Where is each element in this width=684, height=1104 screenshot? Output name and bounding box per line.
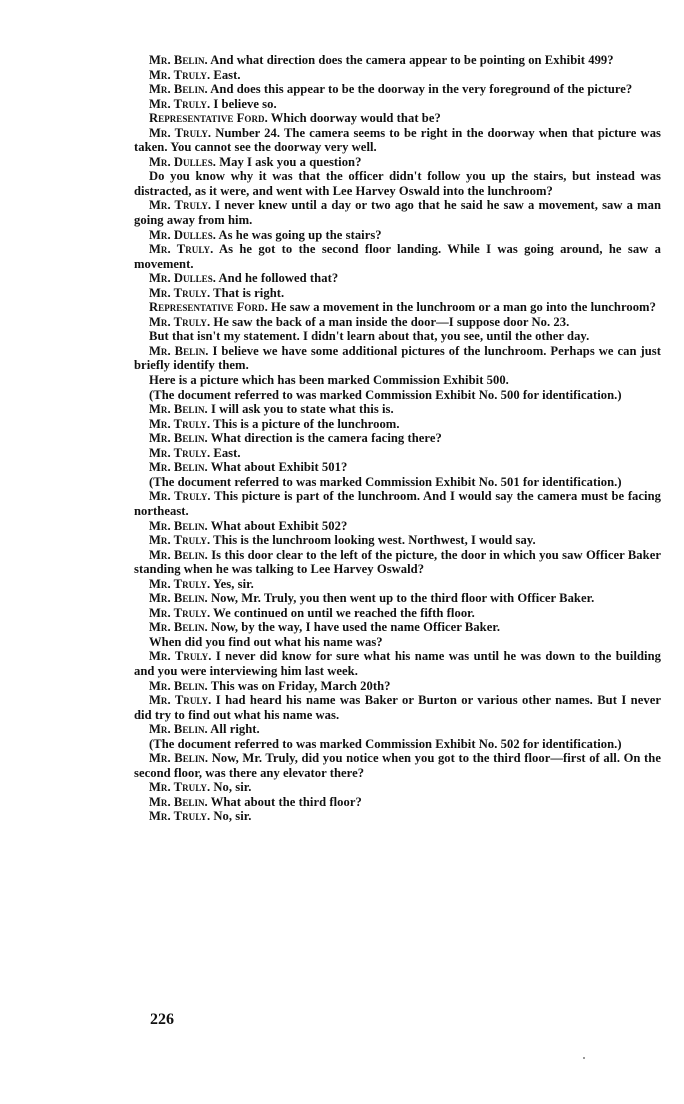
transcript-paragraph: [134, 722, 661, 737]
transcript-paragraph: [134, 577, 661, 592]
scan-speck: [583, 1057, 585, 1059]
speech-text: When did you find out what his name was?: [149, 634, 383, 649]
transcript-paragraph: [134, 620, 661, 635]
transcript-paragraph: [134, 155, 661, 170]
speech-text: We continued on until we reached the fifth floor.: [213, 605, 475, 620]
speaker-name: Mr. Truly.: [149, 809, 211, 824]
speech-text: May I ask you a question?: [219, 154, 362, 169]
transcript-paragraph: [134, 780, 661, 795]
speaker-name: Mr. Belin.: [149, 722, 208, 737]
transcript-paragraph: [134, 519, 661, 534]
speaker-name: Representative Ford.: [149, 300, 268, 315]
speech-text: (The document referred to was marked Commission Exhibit No. 501 for identification.): [149, 474, 622, 489]
speaker-name: Representative Ford.: [149, 111, 268, 126]
speaker-name: Mr. Truly.: [149, 489, 211, 504]
speech-text: That is right.: [213, 285, 285, 300]
speaker-name: Mr. Truly.: [149, 314, 211, 329]
transcript-body: [134, 53, 661, 824]
speaker-name: Mr. Truly.: [149, 649, 212, 664]
speaker-name: Mr. Belin.: [149, 751, 209, 766]
transcript-paragraph: [134, 475, 661, 490]
speaker-name: Mr. Dulles.: [149, 227, 216, 242]
transcript-paragraph: [134, 271, 661, 286]
transcript-paragraph: [134, 97, 661, 112]
transcript-paragraph: [134, 431, 661, 446]
speaker-name: Mr. Belin.: [149, 678, 208, 693]
speech-text: What direction is the camera facing there?: [210, 431, 442, 446]
transcript-paragraph: [134, 198, 661, 227]
speech-text: No, sir.: [213, 809, 252, 824]
transcript-paragraph: [134, 606, 661, 621]
speaker-name: Mr. Truly.: [149, 242, 214, 257]
speech-text: Which doorway would that be?: [270, 111, 441, 126]
speech-text: Yes, sir.: [212, 576, 254, 591]
speaker-name: Mr. Belin.: [149, 460, 208, 475]
speech-text: This is a picture of the lunchroom.: [213, 416, 400, 431]
speech-text: Number 24. The camera seems to be right in the doorway when that picture was taken. You cannot see the doorway very well.: [134, 125, 661, 155]
speaker-name: Mr. Truly.: [149, 605, 211, 620]
speaker-name: Mr. Dulles.: [149, 271, 216, 286]
speech-text: What about the third floor?: [210, 794, 362, 809]
transcript-paragraph: [134, 548, 661, 577]
transcript-paragraph: [134, 489, 661, 518]
transcript-paragraph: [134, 286, 661, 301]
transcript-paragraph: [134, 635, 661, 650]
transcript-paragraph: [134, 649, 661, 678]
speech-text: And he followed that?: [218, 271, 339, 286]
speech-text: East.: [213, 67, 241, 82]
page-number: 226: [150, 1011, 174, 1028]
speech-text: I believe we have some additional pictures of the lunchroom. Perhaps we can just briefly identify them.: [134, 343, 661, 373]
transcript-paragraph: [134, 126, 661, 155]
speech-text: As he got to the second floor landing. While I was going around, he saw a movement.: [134, 242, 661, 271]
speaker-name: Mr. Truly.: [149, 416, 211, 431]
speaker-name: Mr. Belin.: [149, 82, 208, 97]
transcript-paragraph: [134, 751, 661, 780]
transcript-paragraph: [134, 446, 661, 461]
speaker-name: Mr. Truly.: [149, 445, 211, 460]
speech-text: I had heard his name was Baker or Burton or various other names. But I never did try to find out what his name was.: [134, 693, 661, 722]
speech-text: What about Exhibit 502?: [210, 518, 348, 533]
speaker-name: Mr. Belin.: [149, 431, 208, 446]
speaker-name: Mr. Belin.: [149, 794, 208, 809]
transcript-paragraph: [134, 169, 661, 198]
speech-text: Now, by the way, I have used the name Officer Baker.: [210, 620, 501, 635]
transcript-paragraph: [134, 53, 661, 68]
speech-text: East.: [213, 445, 241, 460]
speaker-name: Mr. Belin.: [149, 620, 208, 635]
speaker-name: Mr. Belin.: [149, 518, 208, 533]
speaker-name: Mr. Belin.: [149, 547, 208, 562]
speech-text: All right.: [210, 722, 260, 737]
transcript-paragraph: [134, 373, 661, 388]
transcript-paragraph: [134, 300, 661, 315]
transcript-paragraph: [134, 693, 661, 722]
speech-text: Is this door clear to the left of the picture, the door in which you saw Officer Baker standing when he was talking to Lee Harvey Oswald?: [134, 547, 661, 577]
speech-text: (The document referred to was marked Commission Exhibit No. 500 for identification.): [149, 387, 622, 402]
speaker-name: Mr. Truly.: [149, 576, 211, 591]
speech-text: Now, Mr. Truly, you then went up to the third floor with Officer Baker.: [210, 591, 595, 606]
speech-text: And does this appear to be the doorway in the very foreground of the picture?: [210, 82, 633, 97]
speaker-name: Mr. Truly.: [149, 533, 211, 548]
transcript-paragraph: [134, 111, 661, 126]
speech-text: As he was going up the stairs?: [218, 227, 382, 242]
transcript-paragraph: [134, 591, 661, 606]
speech-text: And what direction does the camera appear to be pointing on Exhibit 499?: [210, 53, 614, 67]
speaker-name: Mr. Truly.: [149, 96, 211, 111]
speech-text: I never knew until a day or two ago that he said he saw a movement, saw a man going away from him.: [134, 198, 661, 228]
transcript-paragraph: [134, 417, 661, 432]
transcript-paragraph: [134, 68, 661, 83]
speaker-name: Mr. Truly.: [149, 67, 211, 82]
transcript-paragraph: [134, 402, 661, 417]
speech-text: But that isn't my statement. I didn't learn about that, you see, until the other day.: [149, 329, 590, 344]
transcript-paragraph: [134, 533, 661, 548]
speaker-name: Mr. Belin.: [149, 343, 209, 358]
transcript-paragraph: [134, 315, 661, 330]
speaker-name: Mr. Truly.: [149, 285, 211, 300]
speech-text: I never did know for sure what his name was until he was down to the building and you were interviewing him last week.: [134, 649, 661, 678]
speaker-name: Mr. Belin.: [149, 53, 208, 67]
speaker-name: Mr. Truly.: [149, 125, 212, 140]
transcript-paragraph: [134, 388, 661, 403]
speech-text: He saw the back of a man inside the door—I suppose door No. 23.: [213, 314, 570, 329]
speaker-name: Mr. Truly.: [149, 198, 212, 213]
transcript-paragraph: [134, 460, 661, 475]
speech-text: This was on Friday, March 20th?: [210, 678, 391, 693]
transcript-paragraph: [134, 82, 661, 97]
speech-text: No, sir.: [213, 780, 252, 795]
speaker-name: Mr. Truly.: [149, 693, 212, 708]
transcript-paragraph: [134, 242, 661, 271]
speech-text: He saw a movement in the lunchroom or a man go into the lunchroom?: [270, 300, 656, 315]
speech-text: I will ask you to state what this is.: [210, 402, 394, 417]
transcript-paragraph: [134, 329, 661, 344]
speech-text: What about Exhibit 501?: [210, 460, 348, 475]
speech-text: Here is a picture which has been marked Commission Exhibit 500.: [149, 373, 509, 388]
transcript-paragraph: [134, 737, 661, 752]
transcript-paragraph: [134, 228, 661, 243]
transcript-paragraph: [134, 809, 661, 824]
speech-text: This picture is part of the lunchroom. And I would say the camera must be facing northeast.: [134, 489, 661, 518]
speaker-name: Mr. Belin.: [149, 402, 208, 417]
speech-text: I believe so.: [213, 96, 277, 111]
speech-text: Now, Mr. Truly, did you notice when you got to the third floor—first of all. On the second floor, was there any elevator there?: [134, 751, 661, 780]
transcript-paragraph: [134, 344, 661, 373]
transcript-paragraph: [134, 679, 661, 694]
speaker-name: Mr. Dulles.: [149, 154, 216, 169]
speech-text: This is the lunchroom looking west. Northwest, I would say.: [213, 533, 536, 548]
speaker-name: Mr. Belin.: [149, 591, 208, 606]
transcript-paragraph: [134, 795, 661, 810]
speaker-name: Mr. Truly.: [149, 780, 211, 795]
speech-text: (The document referred to was marked Commission Exhibit No. 502 for identification.): [149, 736, 622, 751]
speech-text: Do you know why it was that the officer didn't follow you up the stairs, but instead was distracted, as it were, and went with Lee Harvey Oswald into the lunchroom?: [134, 169, 661, 198]
